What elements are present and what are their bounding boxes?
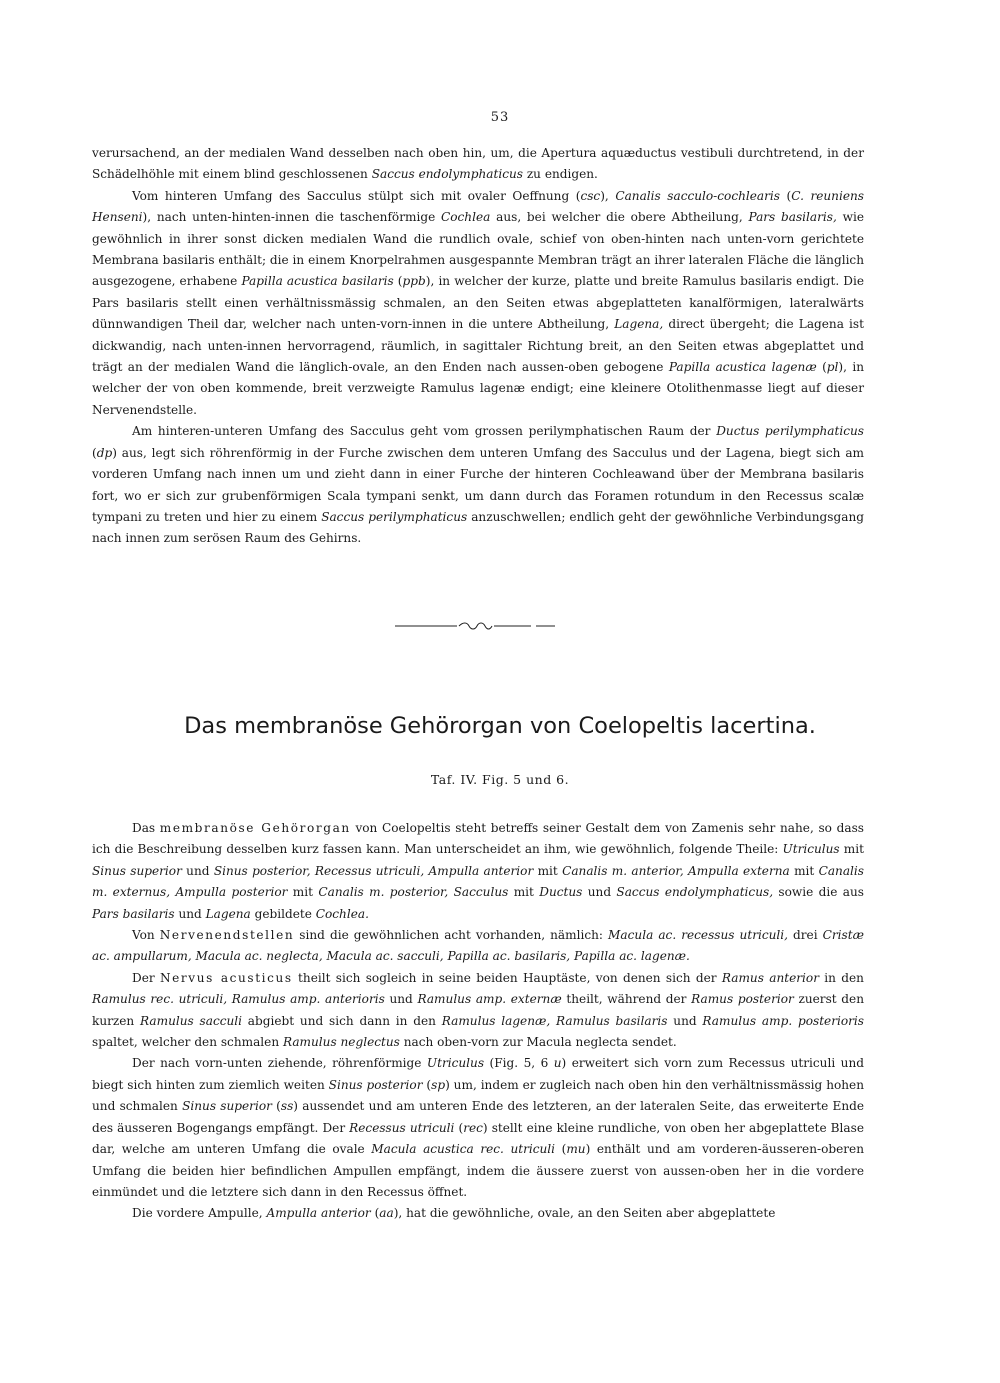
text-run: sind die gewöhnlichen acht vorhanden, nämlich:: [294, 928, 609, 943]
text-run: ) stellt eine kleine rundliche, von oben her abgeplattete Blase dar, welche am unteren Umfang die ovale: [92, 1120, 865, 1157]
paragraph-nervenendstellen: [92, 925, 864, 968]
text-run: theilt, während der: [561, 992, 692, 1007]
text-run: mit: [789, 863, 819, 878]
paragraph-membranoese-gehoerorgan: [92, 818, 864, 925]
italic-term: Sinus posterior: [328, 1077, 423, 1092]
text-run: Am hinteren-unteren Umfang des Sacculus geht vom grossen perilymphatischen Raum der: [132, 424, 717, 439]
italic-term: C. reuniens Henseni: [92, 188, 864, 225]
italic-term: Recessus utriculi: [349, 1120, 455, 1135]
italic-term: ss: [280, 1099, 294, 1114]
italic-term: Ramulus neglectus: [282, 1035, 400, 1050]
italic-term: Ampulla anterior: [266, 1206, 371, 1221]
italic-term: Utriculus: [782, 842, 840, 857]
plate-reference: Taf. IV. Fig. 5 und 6.: [430, 772, 570, 787]
text-run: abgiebt und sich dann in den: [242, 1013, 442, 1028]
text-run: ) aus, legt sich röhrenförmig in der Furche zwischen dem unteren Umfang des Sacculus und der Lagena, biegt sich am vorderen Umfang nach innen um und zieht dann in einer Furche der hinteren Cochleawand über der Membrana basilaris fort, wo er sich zur grubenförmigen Scala tympani senkt, um dann durch das Foramen rotundum in den Recessus scalæ tympani zu treten und hier zu einem: [92, 445, 864, 524]
text-run: und: [174, 906, 206, 921]
italic-term: Ramulus rec. utriculi, Ramulus amp. anterioris: [92, 992, 385, 1007]
italic-term: Saccus endolymphaticus: [371, 167, 523, 182]
text-run: ) erweitert sich vorn zum Recessus utriculi und biegt sich hinten zum ziemlich weiten: [92, 1056, 864, 1092]
text-run: und: [181, 863, 214, 878]
text-run: (: [779, 188, 792, 203]
text-run: theilt sich sogleich in seine beiden Hauptäste, von denen sich der: [292, 970, 722, 985]
spaced-term: Nervenendstellen: [159, 928, 295, 943]
text-run: Die vordere Ampulle,: [132, 1206, 267, 1221]
paragraph-ampulla-anterior: [92, 1203, 864, 1224]
italic-term: Pars basilaris: [92, 906, 175, 921]
italic-term: Ductus perilymphaticus: [716, 424, 864, 439]
italic-term: mu: [566, 1142, 586, 1157]
italic-term: Papilla acustica lagenæ: [668, 360, 817, 375]
text-run: Vom hinteren Umfang des Sacculus stülpt sich mit ovaler Oeffnung (: [132, 188, 581, 203]
italic-term: Lagena: [205, 906, 251, 921]
text-run: Von: [132, 928, 160, 943]
italic-term: Canalis m. externus, Ampulla posterior: [92, 863, 864, 900]
text-run: mit: [287, 885, 319, 900]
text-run: ),: [600, 188, 616, 203]
text-run: ) um, indem er zugleich nach oben hin den verhältnissmässig hohen und schmalen: [92, 1077, 864, 1114]
text-run: zu endigen.: [522, 167, 598, 182]
italic-term: Lagena,: [614, 317, 664, 332]
text-run: verursachend, an der medialen Wand desselben nach oben hin, um, die Apertura aquæductus vestibuli durchtretend, in der Schädelhöhle mit einem blind geschlossenen: [92, 146, 864, 182]
text-run: sowie die aus: [773, 885, 864, 900]
text-run: in den: [818, 970, 864, 985]
text-run: Der: [132, 970, 160, 985]
text-run: gebildete: [250, 906, 316, 921]
text-run: anzuschwellen; endlich geht der gewöhnliche Verbindungsgang nach innen zum serösen Raum des Gehirns.: [92, 509, 864, 546]
text-run: ), in welcher der von oben kommende, breit verzweigte Ramulus lagenæ endigt; eine kleinere Otolithenmasse liegt auf dieser Nervenendstelle.: [92, 360, 864, 417]
italic-term: Saccus perilymphaticus: [321, 509, 468, 524]
italic-term: Cristæ ac. ampullarum, Macula ac. neglecta, Macula ac. sacculi, Papilla ac. basilaris, Papilla ac. lagenæ.: [92, 928, 864, 964]
italic-term: Cochlea.: [315, 906, 369, 921]
italic-term: Papilla acustica basilaris: [241, 274, 394, 289]
text-run: ), nach unten-hinten-innen die taschenförmige: [142, 210, 441, 225]
paragraph-utriculus: [92, 1053, 864, 1203]
bottom-text-block: [92, 818, 864, 1225]
text-run: (: [816, 360, 827, 375]
italic-term: Ramulus amp. posterioris: [702, 1013, 865, 1028]
italic-term: Canalis sacculo-cochlearis: [615, 188, 780, 203]
italic-term: aa: [379, 1206, 394, 1221]
paragraph-nervus-acusticus: [92, 968, 864, 1054]
italic-term: Canalis m. posterior, Sacculus: [318, 885, 509, 900]
italic-term: Pars basilaris,: [748, 210, 837, 225]
page-number: 53: [490, 110, 510, 125]
text-run: mit: [533, 863, 563, 878]
italic-term: ppb: [402, 274, 426, 289]
text-run: ) aussendet und am unteren Ende des letzteren, an der lateralen Seite, das erweiterte Ende des äusseren Bogengangs empfängt. Der: [92, 1099, 865, 1135]
italic-term: csc: [580, 188, 601, 203]
top-text-block: [92, 143, 864, 550]
italic-term: Sinus posterior, Recessus utriculi, Ampulla anterior: [213, 863, 534, 878]
text-run: (: [92, 445, 97, 460]
paragraph-ductus-perilymphaticus: [92, 421, 864, 549]
text-run: (: [422, 1077, 432, 1092]
italic-term: Ramulus amp. externæ: [417, 992, 562, 1007]
text-run: nach oben-vorn zur Macula neglecta sendet.: [399, 1035, 677, 1050]
italic-term: Sinus superior: [92, 863, 182, 878]
text-run: spaltet, welcher den schmalen: [92, 1035, 283, 1050]
section-divider-ornament: [395, 619, 555, 633]
text-run: Das: [132, 821, 160, 835]
paragraph-cochlea: [92, 186, 864, 421]
italic-term: Macula acustica rec. utriculi: [371, 1142, 556, 1157]
text-run: (: [555, 1142, 567, 1157]
italic-term: sp: [431, 1077, 446, 1092]
text-run: mit: [839, 842, 865, 857]
text-run: (: [370, 1206, 380, 1221]
text-run: (: [454, 1120, 464, 1135]
italic-term: Cochlea: [441, 210, 491, 225]
italic-term: Macula ac. recessus utriculi,: [608, 928, 788, 943]
italic-term: Canalis m. anterior, Ampulla externa: [562, 863, 790, 878]
spaced-term: Nervus acusticus: [159, 970, 293, 985]
text-run: ) enthält und am vorderen-äusseren-oberen Umfang die beiden hier befindlichen Ampullen empfängt, indem die äussere zuerst von aussen-oben her in die vordere einmündet und die letztere sich dann in den Recessus öffnet.: [92, 1142, 864, 1199]
italic-term: Saccus endolymphaticus,: [616, 885, 774, 900]
text-run: (: [393, 274, 403, 289]
text-run: aus, bei welcher die obere Abtheilung,: [490, 210, 749, 225]
text-run: ), in welcher der kurze, platte und breite Ramulus basilaris endigt. Die Pars basilaris stellt einen verhältnissmässig schmalen, an den Seiten etwas abgeplatteten kanalförmigen, lateralwärts dünnwandigen Theil dar, welcher nach unten-vorn-innen in die untere Abtheilung,: [92, 274, 865, 332]
text-run: mit: [508, 885, 540, 900]
text-run: und: [384, 992, 418, 1007]
italic-term: Utriculus: [426, 1056, 485, 1071]
italic-term: Ductus: [539, 885, 583, 900]
italic-term: rec: [463, 1120, 483, 1135]
text-run: von Coelopeltis steht betreffs seiner Gestalt dem von Zamenis sehr nahe, so dass ich die Beschreibung desselben kurz fassen kann. Man unterscheidet an ihm, wie gewöhnlich, folgende Theile:: [92, 821, 864, 857]
paragraph-continuation: [92, 143, 864, 186]
italic-term: u: [553, 1056, 562, 1071]
spaced-term: membranöse Gehörorgan: [159, 821, 351, 835]
italic-term: pl: [826, 360, 839, 375]
text-run: wie gewöhnlich in ihrer sonst dicken medialen Wand die rundlich ovale, schief von oben-hinten nach unten-vorn gerichtete Membrana basilaris enthält; die in einem Knorpelrahmen ausgespannte Membran trägt an ihrer lateralen Fläche die länglich ausgezogene, erhabene: [92, 210, 864, 289]
text-run: ), hat die gewöhnliche, ovale, an den Seiten aber abgeplattete: [393, 1206, 776, 1221]
text-run: zuerst den kurzen: [92, 992, 864, 1028]
section-title: Das membranöse Gehörorgan von Coelopeltis lacertina.: [184, 713, 816, 739]
text-run: (Fig. 5, 6: [484, 1056, 554, 1071]
italic-term: Ramulus lagenæ, Ramulus basilaris: [441, 1013, 668, 1028]
italic-term: Ramus posterior: [691, 992, 794, 1007]
text-run: (: [271, 1099, 281, 1114]
italic-term: Ramus anterior: [721, 970, 819, 985]
italic-term: dp: [96, 445, 113, 460]
text-run: direct übergeht; die Lagena ist dickwandig, nach unten-innen hervorragend, räumlich, in sagittaler Richtung breit, an den Seiten etwas abgeplattet und trägt an der medialen Wand die länglich-ovale, an den Enden nach aussen-oben gebogene: [92, 317, 864, 375]
italic-term: Sinus superior: [182, 1099, 272, 1114]
text-run: und: [667, 1013, 703, 1028]
italic-term: Ramulus sacculi: [140, 1013, 243, 1028]
text-run: und: [582, 885, 617, 900]
text-run: Der nach vorn-unten ziehende, röhrenförmige: [132, 1056, 427, 1071]
text-run: drei: [787, 928, 823, 943]
